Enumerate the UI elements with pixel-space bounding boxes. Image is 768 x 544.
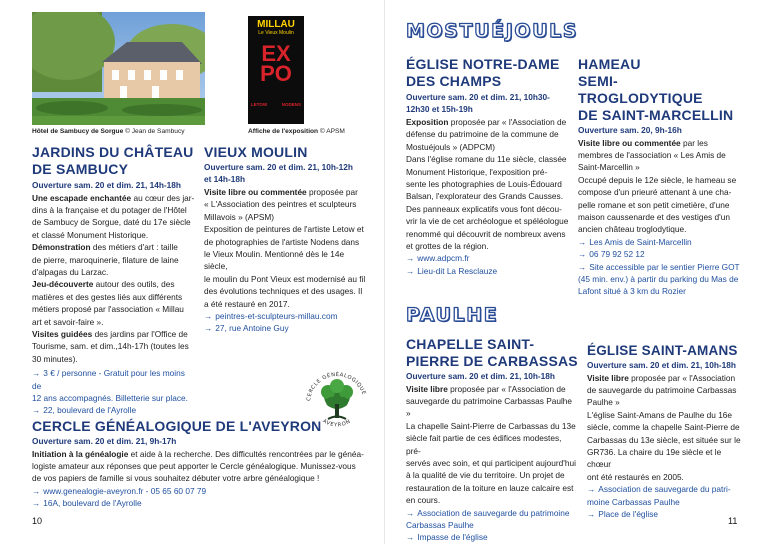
- moulin-title: VIEUX MOULIN: [204, 144, 308, 160]
- notre-dame-title-line2: DES CHAMPS: [406, 73, 502, 89]
- cercle-title: CERCLE GÉNÉALOGIQUE DE L'AVEYRON: [32, 418, 322, 434]
- amans-p1: Visite libre proposée par « l'Association de sauvegarde du patrimoine Carbassas Paulhe »: [587, 372, 737, 408]
- sambucy-p2: Démonstration des métiers d'art : taille de pierre, maroquinerie, filature de laine d'alpagas du Larzac.: [32, 242, 179, 277]
- carbassas-address-link[interactable]: → Impasse de l'église: [406, 532, 488, 543]
- poster-artists: [248, 102, 304, 107]
- arrow-right-icon: →: [578, 249, 587, 260]
- cercle-p1: Initiation à la généalogie et aide à la recherche. Des difficultés rencontrées par le généa- logiste amateur aux réponses que peut apporter le Cercle généalogique. Munissez-vous de vos papiers de famille si vous souhaitez débuter votre arbre généalogique !: [32, 448, 364, 484]
- chateau-photo-caption: Hôtel de Sambucy de Sorgue © Jean de Sambucy: [32, 128, 185, 135]
- poster-expo-line1: EX: [261, 41, 291, 66]
- expo-poster-caption: Affiche de l'exposition © APSM: [248, 128, 345, 135]
- hameau-access-link[interactable]: → Site accessible par le sentier Pierre GOT (45 min. env.) à partir du parking du Mas de Lafont situé à 3 km du Rozier: [578, 261, 740, 297]
- page-number-left: 10: [32, 516, 43, 526]
- carbassas-schedule: Ouverture sam. 20 et dim. 21, 10h-18h: [406, 371, 555, 381]
- arrow-right-icon: →: [204, 323, 213, 334]
- hameau-phone-link[interactable]: → 06 79 92 52 12: [578, 249, 645, 260]
- sambucy-p1: Une escapade enchantée au cœur des jar- dins à la française et du potager de l'Hôtel de Sambucy de Sorgue, daté du 17e siècle et classé Monument Historique.: [32, 192, 195, 240]
- arrow-right-icon: →: [578, 236, 587, 247]
- notre-dame-website-link[interactable]: → www.adpcm.fr: [406, 253, 470, 264]
- sambucy-price-link[interactable]: → 3 € / personne - Gratuit pour les moins de 12 ans accompagnés. Billetterie sur place.: [32, 368, 188, 403]
- chateau-illustration: [32, 12, 205, 125]
- expo-poster: [248, 16, 304, 124]
- hameau-title-line3: DE SAINT-MARCELLIN: [578, 107, 734, 123]
- notre-dame-schedule: Ouverture sam. 20 et dim. 21, 10h30- 12h30 et 15h-19h: [406, 92, 550, 114]
- logo-bottom-text: AVEYRON: [321, 418, 353, 429]
- carbassas-title-line2: PIERRE DE CARBASSAS: [406, 353, 578, 369]
- section-title-mostuejouls: MOSTUÉJOULS: [406, 20, 579, 42]
- arrow-right-icon: →: [406, 532, 415, 543]
- arrow-right-icon: →: [32, 485, 41, 496]
- hameau-p1: Visite libre ou commentée par les membres de l'association « Les Amis de Saint-Marcellin »: [578, 137, 726, 173]
- moulin-website-link[interactable]: → peintres-et-sculpteurs-millau.com: [204, 311, 338, 322]
- amans-association-link[interactable]: → Association de sauvegarde du patri- moine Carbassas Paulhe: [587, 484, 731, 507]
- moulin-p1: Visite libre ou commentée proposée par « L'Association des peintres et sculpteurs Millavois » (APSM): [204, 187, 358, 222]
- amans-p2: L'église Saint-Amans de Paulhe du 16e siècle, comme la chapelle Saint-Pierre de Carbassas du 13e siècle, est située sur le GR736. La chaire du 19e siècle et le chœur ont été restaurés en 2005.: [587, 409, 741, 482]
- hameau-association-link[interactable]: → Les Amis de Saint-Marcellin: [578, 236, 692, 247]
- arrow-right-icon: →: [578, 261, 587, 272]
- hameau-p2: Occupé depuis le 12e siècle, le hameau se compose d'un prieuré attenant à une cha- pelle romane et son petit cimetière, d'une maison caussenarde et des vestiges d'un ancien château troglodytique.: [578, 174, 737, 235]
- arrow-right-icon: →: [32, 405, 41, 416]
- arrow-right-icon: →: [406, 253, 415, 264]
- arrow-right-icon: →: [587, 484, 596, 495]
- notre-dame-title-line1: ÉGLISE NOTRE-DAME: [406, 56, 560, 72]
- carbassas-association-link[interactable]: → Association de sauvegarde du patrimoine Carbassas Paulhe: [406, 507, 570, 530]
- cercle-address-link[interactable]: → 16A, boulevard de l'Ayrolle: [32, 498, 142, 509]
- chateau-photo: [32, 12, 205, 125]
- arrow-right-icon: →: [406, 507, 415, 518]
- sambucy-title-line1: JARDINS DU CHÂTEAU: [32, 144, 194, 160]
- cercle-section: [32, 418, 368, 510]
- hameau-title-line1: HAMEAU: [578, 56, 641, 72]
- carbassas-p1: Visite libre proposée par « l'Association de sauvegarde du patrimoine Carbassas Paulhe »: [406, 383, 573, 419]
- sambucy-schedule: Ouverture sam. 20 et dim. 21, 14h-18h: [32, 180, 181, 190]
- cercle-schedule: Ouverture sam. 20 et dim. 21, 9h-17h: [32, 436, 177, 446]
- arrow-right-icon: →: [32, 498, 41, 509]
- amans-schedule: Ouverture sam. 20 et dim. 21, 10h-18h: [587, 360, 736, 370]
- hameau-section: [578, 56, 742, 298]
- logo-top-text: CERCLE GÉNÉALOGIQUE: [306, 371, 367, 402]
- carbassas-title-line1: CHAPELLE SAINT-: [406, 336, 535, 352]
- arrow-right-icon: →: [32, 368, 41, 379]
- notre-dame-p2: Dans l'église romane du 11e siècle, classée Monument Historique, l'exposition pré- sente les photographies de Louis-Édouard Balsan, l'explorateur des Grands Causses. Des panneaux explicatifs vous font décou- vrir la vie de cet archéologue et spéléologue renommé qui découvrit de nombreux avens et grottes de la région.: [406, 154, 569, 252]
- moulin-schedule: Ouverture sam. 20 et dim. 21, 10h-12h et 14h-18h: [204, 162, 353, 184]
- arrow-right-icon: →: [587, 508, 596, 519]
- sambucy-title-line2: DE SAMBUCY: [32, 161, 129, 177]
- poster-subtitle: Le Vieux Moulin: [258, 30, 294, 36]
- cercle-website-link[interactable]: → www.genealogie-aveyron.fr - 05 65 60 07 79: [32, 485, 207, 496]
- moulin-p2: Exposition de peintures de l'artiste Letow et de photographies de l'artiste Nodens dans le Vieux Moulin. Mentionné dès le 14e siècle, le moulin du Pont Vieux est modernisé au fil des évolutions techniques et des usages. Il a été restauré en 2017.: [204, 224, 366, 309]
- moulin-section: [204, 144, 368, 335]
- moulin-address-link[interactable]: → 27, rue Antoine Guy: [204, 323, 289, 334]
- poster-artist-left: LETOW: [251, 102, 268, 107]
- hameau-title-line2: SEMI-TROGLODYTIQUE: [578, 73, 703, 106]
- sambucy-p3: Jeu-découverte autour des outils, des matières et des gestes liés aux différents métiers proposé par l'association « Millau art et savoir-faire ».: [32, 279, 184, 327]
- section-title-paulhe: PAULHE: [406, 304, 499, 326]
- carbassas-p2: La chapelle Saint-Pierre de Carbassas du 13e siècle fait partie de ces édifices modestes, pré- servés avec soin, et qui participent aujourd'hui à la qualité de vie du territoire. Un projet de restauration de la toiture en lauze calcaire est en cours.: [406, 420, 576, 506]
- poster-artist-right: NODENS: [281, 102, 301, 107]
- arrow-right-icon: →: [204, 311, 213, 322]
- notre-dame-section: [406, 56, 570, 277]
- notre-dame-p1: Exposition proposée par « l'Association de défense du patrimoine de la commune de Mostuéjouls » (ADPCM): [406, 117, 567, 152]
- page-divider: [384, 0, 385, 544]
- amans-section: [587, 342, 747, 520]
- page-number-right: 11: [728, 516, 738, 526]
- arrow-right-icon: →: [406, 265, 415, 276]
- hameau-schedule: Ouverture sam. 20, 9h-16h: [578, 125, 682, 135]
- amans-address-link[interactable]: → Place de l'église: [587, 508, 658, 519]
- amans-title: ÉGLISE SAINT-AMANS: [587, 343, 738, 358]
- poster-title: MILLAU: [257, 19, 295, 30]
- sambucy-address-link[interactable]: → 22, boulevard de l'Ayrolle: [32, 405, 137, 416]
- notre-dame-address-link[interactable]: → Lieu-dit La Resclauze: [406, 265, 498, 276]
- poster-expo-line2: PO: [260, 61, 292, 86]
- sambucy-section: [32, 144, 196, 417]
- carbassas-section: [406, 336, 578, 544]
- sambucy-p4: Visites guidées des jardins par l'Office de Tourisme, sam. et dim.,14h-17h (toutes les 30 minutes).: [32, 328, 189, 364]
